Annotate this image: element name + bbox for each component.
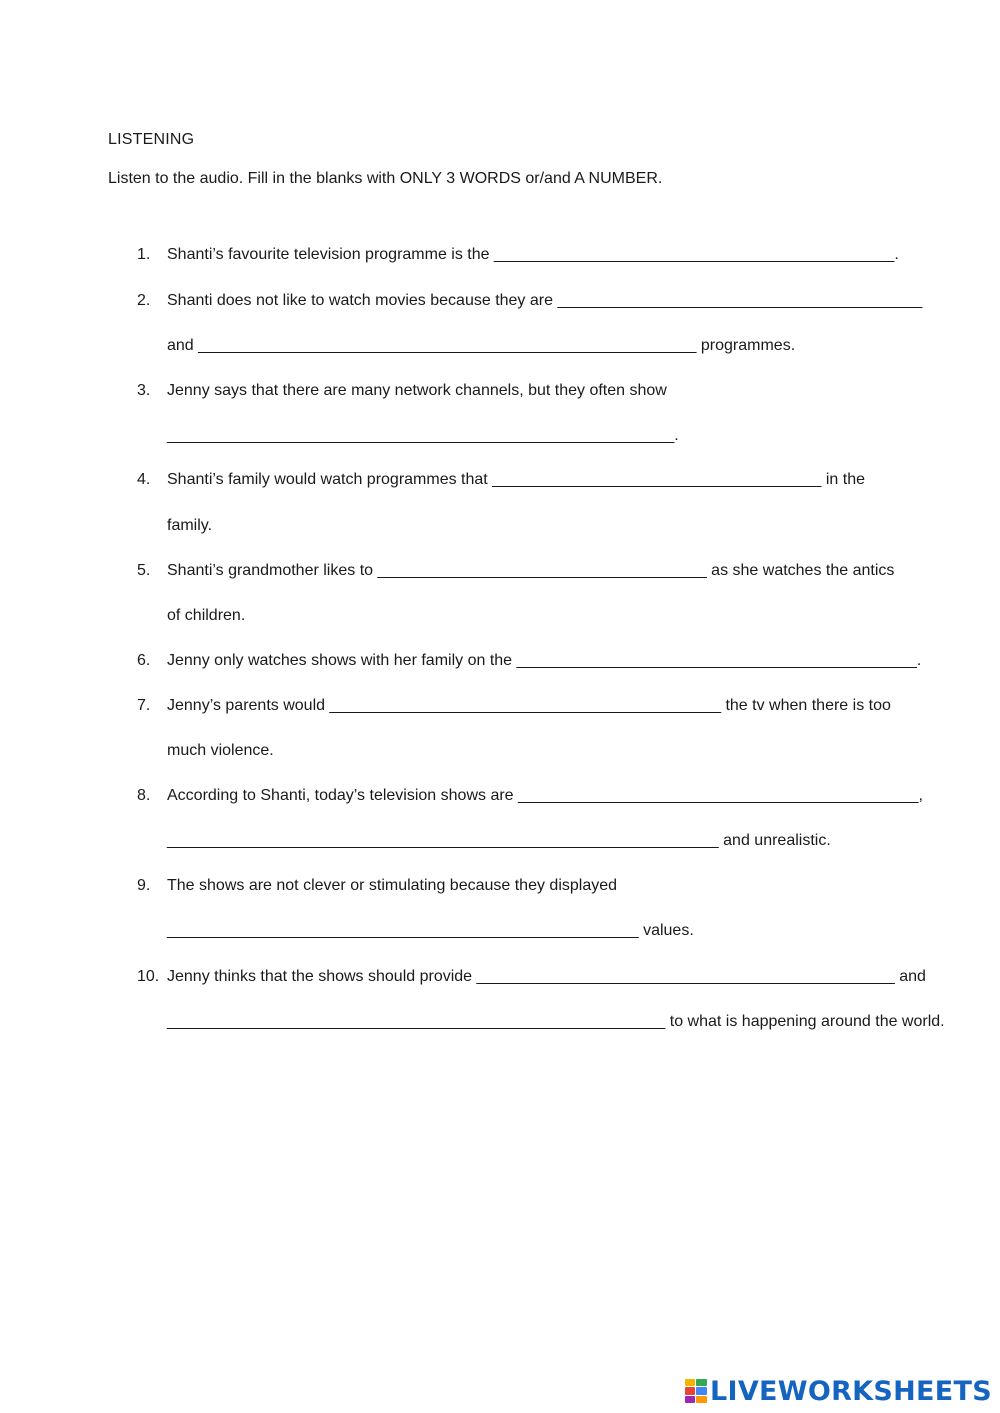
question-number-1: 1. [137, 246, 151, 263]
instructions-text: Listen to the audio. Fill in the blanks with ONLY 3 WORDS or/and A NUMBER. [108, 170, 663, 187]
question-number-2: 2. [137, 292, 151, 309]
question-9-line-1: The shows are not clever or stimulating because they displayed [167, 877, 618, 894]
question-6-line-1[interactable]: Jenny only watches shows with her family on the _____________________________________________. [167, 652, 922, 669]
question-5-line-1[interactable]: Shanti’s grandmother likes to _____________________________________ as she watches the antics [167, 562, 895, 579]
question-number-7: 7. [137, 697, 151, 714]
question-number-5: 5. [137, 562, 151, 579]
question-7-line-2: much violence. [167, 742, 274, 759]
question-10-line-1[interactable]: Jenny thinks that the shows should provide _______________________________________________ and [167, 968, 926, 985]
question-number-3: 3. [137, 382, 151, 399]
question-7-line-1[interactable]: Jenny’s parents would ____________________________________________ the tv when there is too [167, 697, 891, 714]
question-1-line-1[interactable]: Shanti’s favourite television programme is the _____________________________________________. [167, 246, 899, 263]
question-number-4: 4. [137, 471, 151, 488]
liveworksheets-logo-icon [685, 1379, 707, 1403]
question-10-line-2[interactable]: ________________________________________________________ to what is happening around the world. [167, 1013, 945, 1030]
liveworksheets-logo [685, 1375, 992, 1407]
logo-text: LIVEWORKSHEETS [709, 1375, 992, 1407]
question-4-line-1[interactable]: Shanti’s family would watch programmes that _____________________________________ in the [167, 471, 866, 488]
question-2-line-1[interactable]: Shanti does not like to watch movies because they are _________________________________________ [167, 292, 923, 309]
question-8-line-2[interactable]: ______________________________________________________________ and unrealistic. [167, 832, 831, 849]
question-number-10: 10. [137, 968, 160, 985]
question-2-line-2[interactable]: and ________________________________________________________ programmes. [167, 337, 796, 354]
question-number-6: 6. [137, 652, 151, 669]
question-4-line-2: family. [167, 517, 213, 534]
question-3-line-1: Jenny says that there are many network channels, but they often show [167, 382, 667, 399]
section-title: LISTENING [108, 131, 195, 148]
question-number-8: 8. [137, 787, 151, 804]
question-5-line-2: of children. [167, 607, 246, 624]
question-3-line-2[interactable]: _________________________________________________________. [167, 427, 679, 444]
question-number-9: 9. [137, 877, 151, 894]
question-9-line-2[interactable]: _____________________________________________________ values. [167, 922, 694, 939]
question-8-line-1[interactable]: According to Shanti, today’s television shows are _____________________________________________, [167, 787, 923, 804]
